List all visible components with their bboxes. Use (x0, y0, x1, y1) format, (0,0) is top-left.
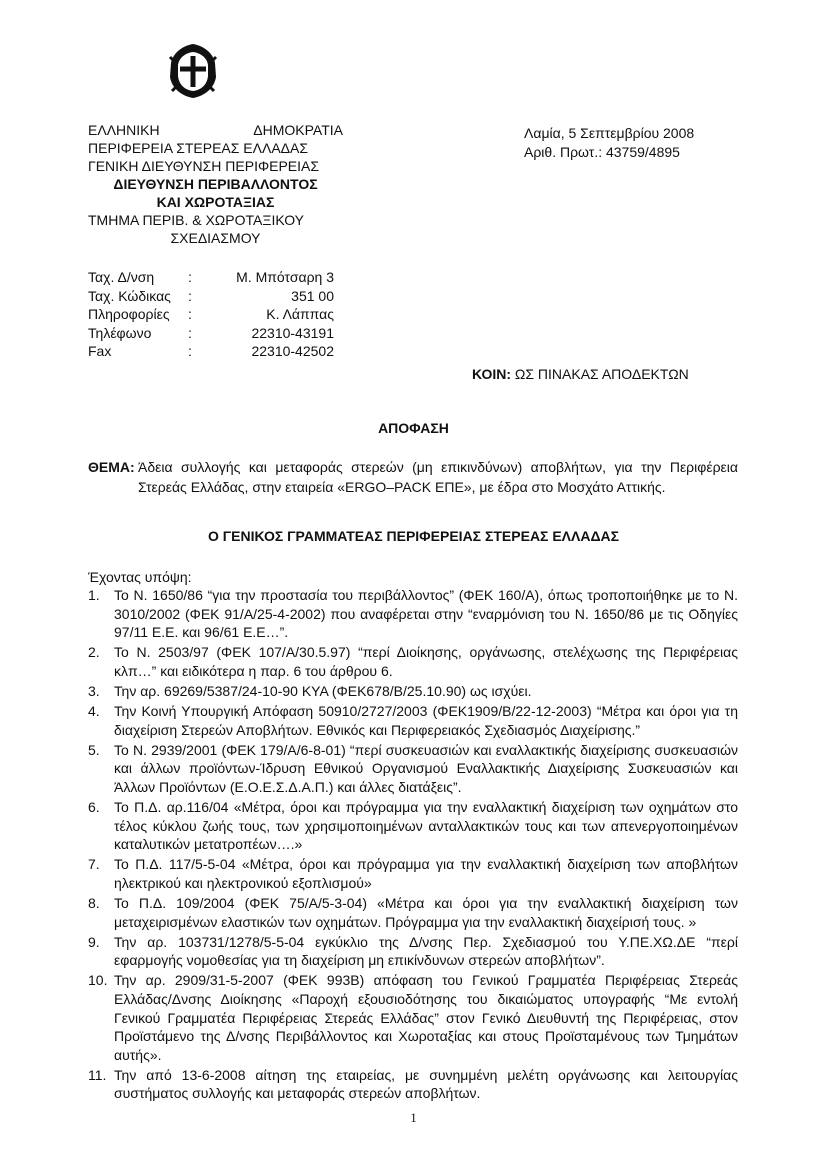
item-text: Την αρ. 69269/5387/24-10-90 ΚΥΑ (ΦΕΚ678/Β/25.10.90) ως ισχύει. (114, 682, 532, 699)
contact-row (88, 305, 334, 324)
list-item (88, 682, 738, 701)
list-item (88, 1066, 738, 1103)
header-line7: ΣΧΕΔΙΑΣΜΟΥ (170, 230, 261, 246)
contact-label: Ταχ. Κώδικας (88, 287, 171, 304)
contact-value: 22310-42502 (251, 343, 334, 359)
date-protocol-block (524, 124, 694, 162)
item-number: 9. (88, 933, 100, 950)
contact-row (88, 268, 334, 287)
list-item (88, 741, 738, 797)
header-line2: ΠΕΡΙΦΕΡΕΙΑ ΣΤΕΡΕΑΣ ΕΛΛΑΔΑΣ (88, 140, 309, 156)
item-text: Την από 13-6-2008 αίτηση της εταιρείας, με συνημμένη μελέτη οργάνωσης και λειτουργίας συστήματος συλλογής και μεταφοράς στερεών αποβλήτων. (114, 1066, 738, 1102)
item-number: 5. (88, 741, 100, 758)
item-number: 6. (88, 799, 100, 816)
contact-row (88, 342, 334, 361)
list-item (88, 933, 738, 970)
contact-sep: : (188, 269, 192, 285)
list-item (88, 971, 738, 1064)
item-text: Την αρ. 2909/31-5-2007 (ΦΕΚ 993Β) απόφαση του Γενικού Γραμματέα Περιφέρειας Στερεάς Ελλάδας/Δνσης Διοίκησης «Παροχή εξουσιοδότησης του δικαιώματος υπογραφής “Με εντολή Γενικού Γραμματέα Περιφέρειας Στερεάς Ελλάδας” στον Γενικό Διευθυντή της Περιφέρειας, στον Προϊστάμενο της Δ/νσης Περιβάλλοντος και Χωροταξίας και στους Προϊσταμένους των Τμημάτων αυτής». (114, 972, 738, 1063)
item-number: 3. (88, 682, 100, 699)
considerations-list (88, 586, 738, 1105)
subject-block (88, 457, 738, 497)
contact-sep: : (188, 287, 192, 304)
item-text: Το Ν. 1650/86 “για την προστασία του περιβάλλοντος” (ΦΕΚ 160/Α), όπως τροποποιήθηκε με το Ν. 3010/2002 (ΦΕΚ 91/Α/25-4-2002) που αναφέρεται στην “εναρμόνιση του Ν. 1650/86 με τις Οδηγίες 97/11 Ε.Ε. και 96/61 Ε.Ε…”. (114, 587, 738, 641)
header-line4: ΔΙΕΥΘΥΝΣΗ ΠΕΡΙΒΑΛΛΟΝΤΟΣ (113, 176, 318, 192)
document-date: Λαμία, 5 Σεπτεμβρίου 2008 (524, 125, 695, 141)
item-number: 1. (88, 587, 100, 603)
subject-label: ΘΕΜΑ: (88, 459, 135, 475)
contact-row (88, 324, 334, 343)
header-line3: ΓΕΝΙΚΗ ΔΙΕΥΘΥΝΣΗ ΠΕΡΙΦΕΡΕΙΑΣ (88, 158, 320, 174)
secretary-heading: Ο ΓΕΝΙΚΟΣ ΓΡΑΜΜΑΤΕΑΣ ΠΕΡΙΦΕΡΕΙΑΣ ΣΤΕΡΕΑΣ ΕΛΛΑΔΑΣ (207, 528, 620, 544)
page-number: 1 (410, 1110, 417, 1125)
item-number: 8. (88, 895, 100, 911)
list-item (88, 855, 738, 892)
subject-text: Άδεια συλλογής και μεταφοράς στερεών (μη επικινδύνων) αποβλήτων, για την Περιφέρεια Στερεάς Ελλάδας, στην εταιρεία «ERGO–PACK ΕΠΕ», με έδρα στο Μοσχάτο Αττικής. (138, 459, 738, 495)
contact-label: Fax (88, 343, 112, 359)
item-text: Το Π.Δ. 117/5-5-04 «Μέτρα, όροι και πρόγραμμα για την εναλλακτική διαχείριση των αποβλήτων ηλεκτρικού και ηλεκτρονικού εξοπλισμού» (114, 856, 738, 891)
contact-row (88, 287, 334, 306)
item-text: Το Ν. 2503/97 (ΦΕΚ 107/Α/30.5.97) “περί Διοίκησης, οργάνωσης, στελέχωσης της Περιφέρειας κλπ…” και ειδικότερα η παρ. 6 του άρθρου 6. (114, 644, 738, 679)
list-item (88, 702, 738, 739)
header-line5: ΚΑΙ ΧΩΡΟΤΑΞΙΑΣ (156, 194, 275, 210)
koin-label: ΚΟΙΝ: (472, 366, 512, 382)
item-number: 7. (88, 856, 100, 873)
contact-value: Κ. Λάππας (266, 306, 334, 322)
contact-info (88, 268, 334, 361)
contact-value: 351 00 (291, 287, 334, 304)
contact-sep: : (188, 324, 192, 341)
contact-value: Μ. Μπότσαρη 3 (236, 269, 334, 285)
item-number: 2. (88, 644, 100, 661)
issuing-authority-header (88, 121, 343, 247)
item-text: Την αρ. 103731/1278/5-5-04 εγκύκλιο της Δ/νσης Περ. Σχεδιασμού του Υ.ΠΕ.ΧΩ.ΔΕ “περί εφαρμογής νομοθεσίας για τη διαχείριση μη επικίνδυνων στερεών αποβλήτων”. (114, 933, 738, 969)
contact-label: Πληροφορίες (88, 306, 170, 322)
document-title: ΑΠΟΦΑΣΗ (378, 420, 449, 436)
list-item (88, 798, 738, 854)
item-text: Το Π.Δ. αρ.116/04 «Μέτρα, όροι και πρόγραμμα για την εναλλακτική διαχείριση των οχημάτων στο τέλος κύκλου ζωής τους, των χρησιμοποιημένων ανταλλακτικών τους και των απενεργοποιημένων καταλυτικών μετατροπέων….» (114, 799, 738, 853)
list-item (88, 894, 738, 931)
contact-value: 22310-43191 (251, 324, 334, 341)
contact-sep: : (188, 306, 192, 322)
item-text: Την Κοινή Υπουργική Απόφαση 50910/2727/2003 (ΦΕΚ1909/Β/22-12-2003) “Μέτρα και όροι για τη διαχείριση Στερεών Αποβλήτων. Εθνικός και Περιφερειακός Σχεδιασμός Διαχείρισης.” (114, 703, 738, 738)
list-item (88, 643, 738, 680)
item-number: 11. (88, 1066, 107, 1083)
item-text: Το Ν. 2939/2001 (ΦΕΚ 179/Α/6-8-01) “περί συσκευασιών και εναλλακτικής διαχείρισης συσκευασιών και άλλων προϊόντων-Ίδρυση Εθνικού Οργανισμού Εναλλακτικής Διαχείρισης Συσκευασιών και Άλλων Προϊόντων (Ε.Ο.Ε.Σ.Δ.Α.Π.) και άλλες διατάξεις”. (114, 741, 738, 795)
item-number: 10. (88, 972, 108, 989)
header-line1-right: ΔΗΜΟΚΡΑΤΙΑ (253, 122, 343, 138)
header-line1-left: ΕΛΛΗΝΙΚΗ (88, 122, 160, 138)
item-number: 4. (88, 703, 100, 720)
item-text: Το Π.Δ. 109/2004 (ΦΕΚ 75/Α/5-3-04) «Μέτρα και όροι για την εναλλακτική διαχείριση των μεταχειρισμένων ελαστικών των οχημάτων. Πρόγραμμα για την εναλλακτική διαχείρισή τους. » (114, 895, 738, 930)
koin-text: ΩΣ ΠΙΝΑΚΑΣ ΑΠΟΔΕΚΤΩΝ (514, 366, 689, 382)
greek-emblem-icon (166, 43, 220, 99)
considerations-intro: Έχοντας υπόψη: (88, 569, 192, 585)
recipients-line (472, 366, 689, 382)
contact-label: Τηλέφωνο (88, 324, 152, 341)
protocol-number: Αριθ. Πρωτ.: 43759/4895 (524, 144, 680, 160)
contact-sep: : (188, 343, 192, 359)
list-item (88, 586, 738, 642)
contact-label: Ταχ. Δ/νση (88, 269, 155, 285)
header-line6: ΤΜΗΜΑ ΠΕΡΙΒ. & ΧΩΡΟΤΑΞΙΚΟΥ (88, 212, 305, 228)
